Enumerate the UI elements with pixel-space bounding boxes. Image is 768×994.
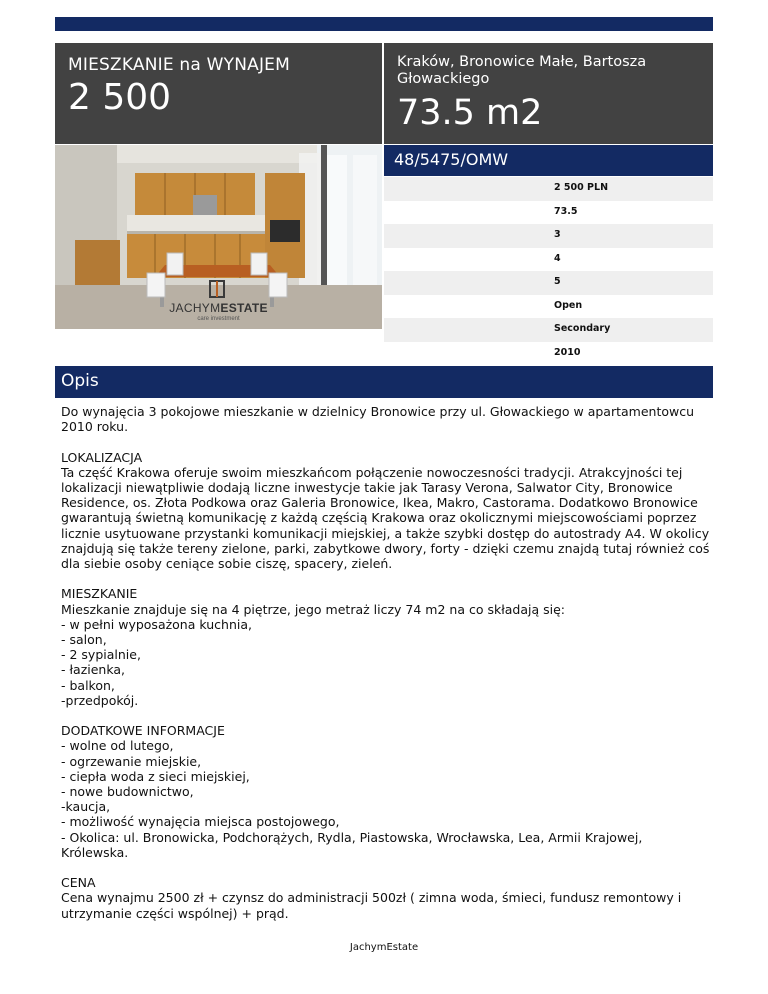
logo-text-bold: ESTATE — [220, 301, 268, 315]
spec-value: 5 — [554, 276, 561, 287]
logo-text-light: JACHYM — [169, 301, 221, 315]
spec-row — [384, 271, 713, 295]
spec-value: 2010 — [554, 346, 581, 358]
spec-value: Secondary — [554, 323, 611, 334]
spec-value: 2 500 PLN — [554, 182, 609, 193]
property-photo — [55, 145, 382, 329]
top-accent-bar — [55, 17, 713, 31]
description-paragraph: DODATKOWE INFORMACJE - wolne od lutego, - ogrzewanie miejskie, - ciepła woda z sieci miejskiej, - nowe budownictwo, -kaucja, - możliwość wynajęcia miejsca postojowego, - Okolica: ul. Bronowicka, Podchorążych, Rydla, Piastowska, Wrocławska, Lea, Armii Krajowej, Królewska. — [61, 723, 643, 860]
header-price-panel — [55, 43, 382, 144]
description-paragraph: Do wynajęcia 3 pokojowe mieszkanie w dzielnicy Bronowice przy ul. Głowackiego w apartamentowcu 2010 roku. — [61, 404, 695, 435]
spec-row — [384, 248, 713, 272]
price: 2 500 — [68, 77, 172, 118]
spec-row — [384, 177, 713, 201]
spec-row — [384, 342, 713, 366]
area: 73.5 m2 — [397, 93, 543, 133]
location: Kraków, Bronowice Małe, Bartosza Głowackiego — [397, 54, 647, 87]
spec-value: 73.5 — [554, 205, 578, 217]
spec-value: 4 — [554, 252, 561, 264]
spec-row — [384, 295, 713, 319]
spec-table — [384, 177, 713, 365]
listing-type: MIESZKANIE na WYNAJEM — [68, 55, 290, 75]
logo-tagline: care investment — [197, 316, 240, 322]
spec-row — [384, 201, 713, 225]
spec-row — [384, 318, 713, 342]
description-paragraph: LOKALIZACJA Ta część Krakowa oferuje swoim mieszkańcom połączenie nowoczesności tradycji. Atrakcyjności tej lokalizacji niewątpliwie dodają liczne inwestycje takie jak Tarasy Verona, Salwator City, Bronowice Residence, os. Złota Podkowa oraz Galeria Bronowice, Ikea, Makro, Castorama. Dodatkowo Bronowice gwarantują świetną komunikację z każdą częścią Krakowa oraz okolicznymi miejscowościami poprzez licznie usytuowane przystanki komunikacji miejskiej, a także szybki dostęp do autostrady A4. W okolicy znajdują się także tereny zielone, parki, zabytkowe dwory, forty - dzięki czemu znajdą tutaj również coś dla siebie osoby ceniące sobie ciszę, spacery, zieleń. — [61, 449, 710, 572]
description-section-bar — [55, 366, 713, 398]
description — [61, 404, 711, 936]
section-title: Opis — [61, 371, 99, 391]
spec-row — [384, 224, 713, 248]
description-paragraph: MIESZKANIE Mieszkanie znajduje się na 4 piętrze, jego metraż liczy 74 m2 na co składają się: - w pełni wyposażona kuchnia, - salon, - 2 sypialnie, - łazienka, - balkon, -przedpokój. — [61, 586, 565, 708]
reference-number: 48/5475/OMW — [394, 150, 509, 169]
footer-text: JachymEstate — [349, 942, 419, 953]
description-paragraph: CENA Cena wynajmu 2500 zł + czynsz do administracji 500zł ( zimna woda, śmieci, fundusz remontowy i utrzymanie części wspólnej) + prąd. — [61, 875, 682, 921]
reference-bar — [384, 145, 713, 176]
spec-value: Open — [554, 299, 583, 311]
header-location-panel — [384, 43, 713, 144]
photo-logo — [55, 301, 382, 315]
spec-value: 3 — [554, 229, 561, 240]
